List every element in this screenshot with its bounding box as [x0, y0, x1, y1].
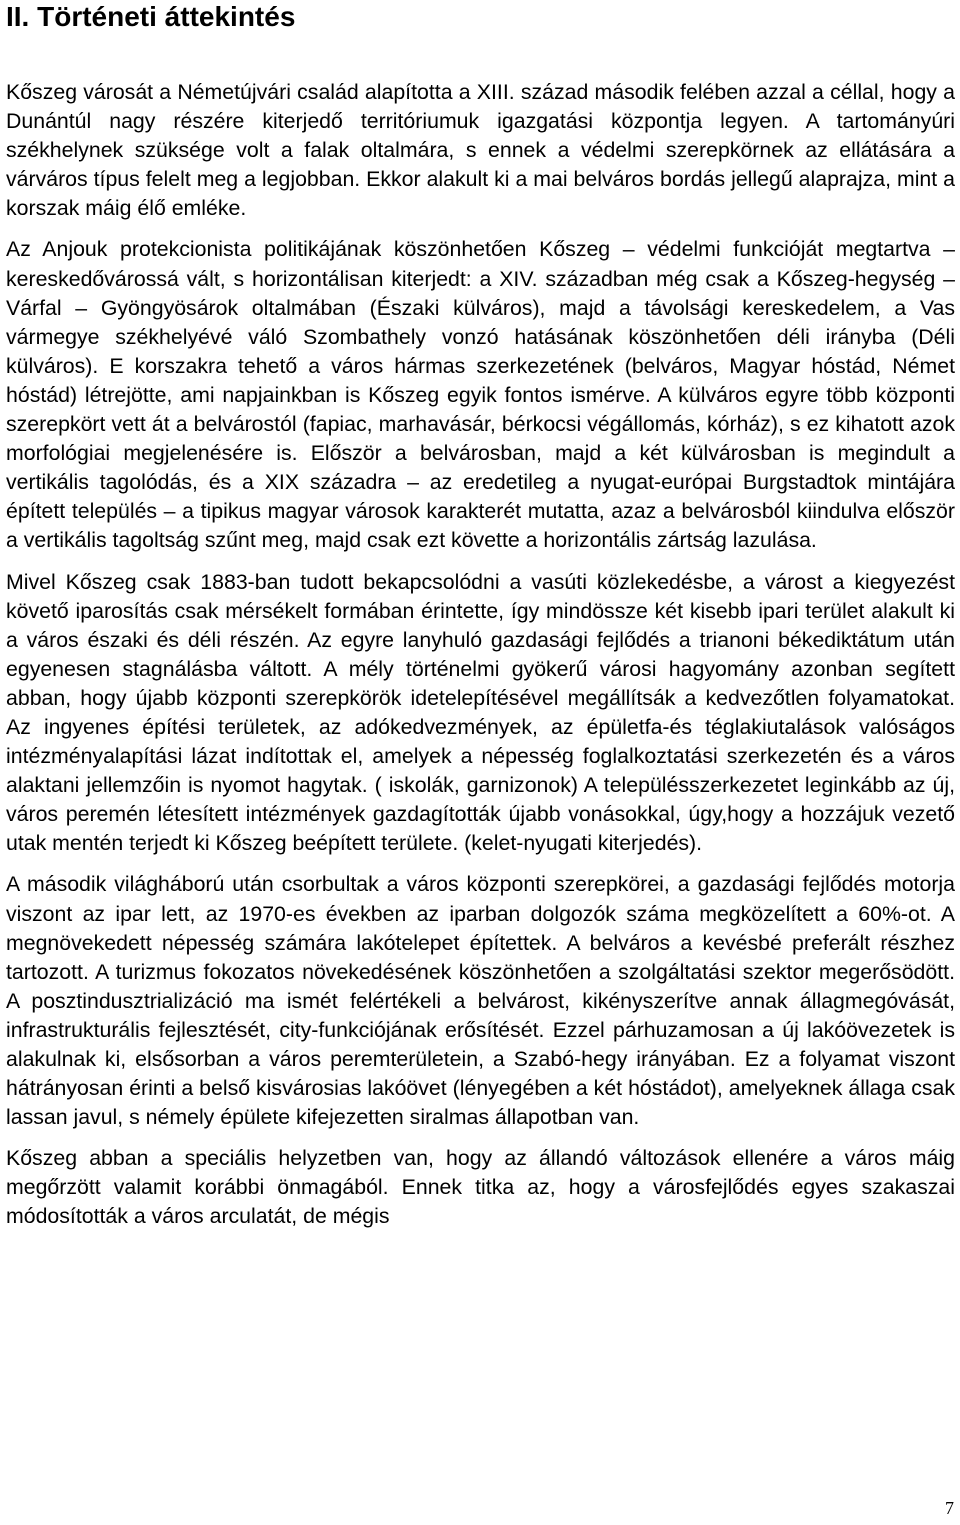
- page-number: 7: [945, 1498, 954, 1518]
- body-text: [6, 78, 955, 1244]
- paragraph-founding: Kőszeg városát a Németújvári család alapította a XIII. század második felében azzal a céllal, hogy a Dunántúl nagy részére kiterjedő territóriumuk igazgatási központja legyen. A tartományúri székhelynek szüksége volt a falak oltalmára, s ennek a védelmi szerepkörnek az ellátására a várváros típus felelt meg a legjobban. Ekkor alakult ki a mai belváros bordás jellegű alaprajza, mint a korszak máig élő emléke.: [6, 80, 955, 221]
- paragraph-anjou-era: Az Anjouk protekcionista politikájának köszönhetően Kőszeg – védelmi funkcióját megtartva – kereskedővárossá vált, s horizontálisan kiterjedt: a XIV. században még csak a Kőszeg-hegység – Várfal – Gyöngyösárok oltalmában (Északi külváros), majd a távolsági kereskedelem, a Vas vármegye székhelyévé váló Szombathely vonzó hatásának köszönhetően déli irányba (Déli külváros). E korszakra tehető a város hármas szerkezetének (belváros, Magyar hóstád, Német hóstád) létrejötte, ami napjainkban is Kőszeg egyik fontos ismérve. A külváros egyre több központi szerepkört vett át a belvárostól (fapiac, marhavásár, bérkocsi végállomás, kórház), s ez kihatott azok morfológiai megjelenésére is. Először a belvárosban, majd a két külvárosban is megindult a vertikális tagolódás, és a XIX századra – az eredetileg a nyugat-európai Burgstadtok mintájára épített település – a tipikus magyar városok karakterét mutatta, azaz a belvárosból kiindulva először a vertikális tagoltság szűnt meg, majd csak ezt követte a horizontális zártság lazulása.: [6, 237, 955, 553]
- paragraph-railway-industry: Mivel Kőszeg csak 1883-ban tudott bekapcsolódni a vasúti közlekedésbe, a várost a kiegyezést követő iparosítás csak mérsékelt formában érintette, így mindössze két kisebb ipari terület alakult ki a város északi és déli részén. Az egyre lanyhuló gazdasági fejlődés a trianoni békediktátum után egyenesen stagnálásba váltott. A mély történelmi gyökerű városi hagyomány azonban segített abban, hogy újabb központi szerepkörök idetelepítésével megállítsák a kedvezőtlen folyamatokat. Az ingyenes építési területek, az adókedvezmények, az épületfa-és téglakiutalások valóságos intézményalapítási lázat indítottak el, amelyek a népesség foglalkoztatási szerkezetén és a város alaktani jellemzőin is nyomot hagytak. ( iskolák, garnizonok) A településszerkezetet leginkább az új, város peremén létesített intézmények gazdagították újabb vonásokkal, úgy,hogy a hozzájuk vezető utak mentén terjedt ki Kőszeg beépített területe. (kelet-nyugati kiterjedés).: [6, 569, 955, 856]
- paragraph-special-situation: Kőszeg abban a speciális helyzetben van, hogy az állandó változások ellenére a város máig megőrzött valamit korábbi önmagából. Ennek titka az, hogy a városfejlődés egyes szakaszai módosították a város arculatát, de mégis: [6, 1146, 955, 1229]
- section-heading: II. Történeti áttekintés: [6, 1, 296, 32]
- paragraph-post-war: A második világháború után csorbultak a város központi szerepkörei, a gazdasági fejlődés motorja viszont az ipar lett, az 1970-es években az iparban dolgozók száma megközelített a 60%-ot. A megnövekedett népesség számára lakótelepet építettek. A belváros a kevésbé preferált részhez tartozott. A turizmus fokozatos növekedésének köszönhetően a szolgáltatási szektor megerősödött. A posztindusztrializáció ma ismét felértékeli a belvárost, kikényszerítve annak állagmegóvását, infrastrukturális fejlesztését, city-funkciójának erősítését. Ezzel párhuzamosan a új lakóövezetek is alakulnak ki, elsősorban a város peremterületein, a Szabó-hegy irányában. Ez a folyamat viszont hátrányosan érinti a belső kisvárosias lakóövet (lényegében a két hóstádot), amelyeknek állaga csak lassan javul, s némely épülete kifejezetten siralmas állapotban van.: [6, 872, 955, 1130]
